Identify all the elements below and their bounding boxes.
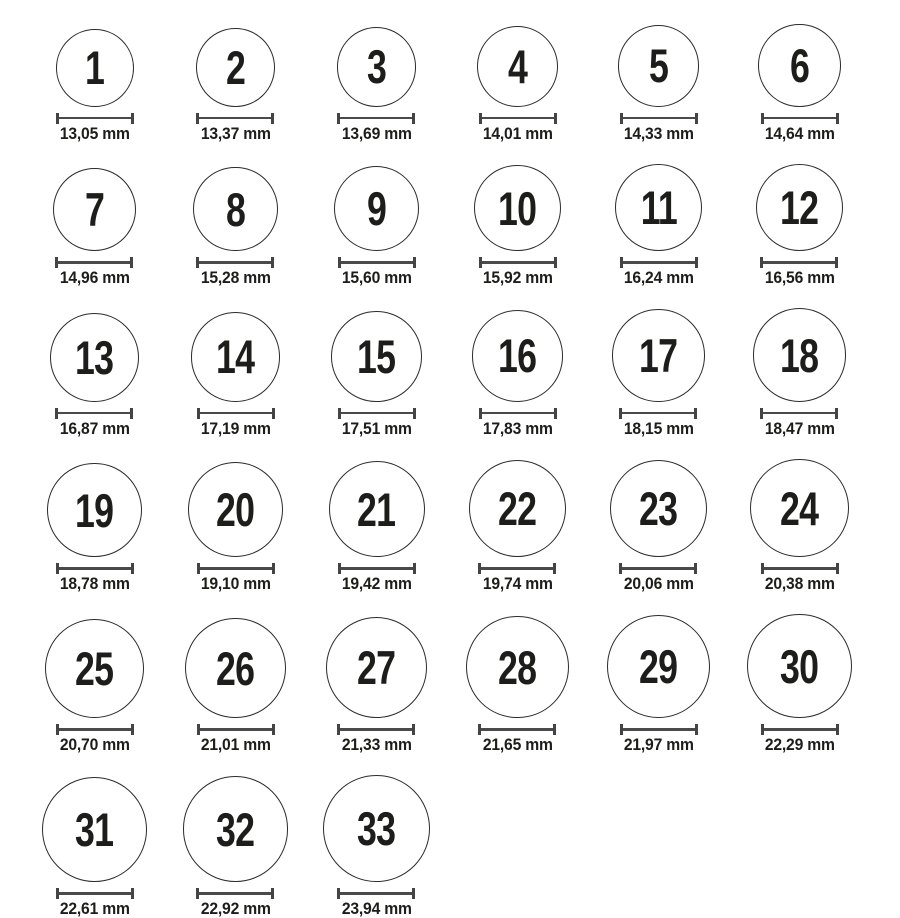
size-number: 7 — [84, 183, 105, 237]
diameter-label: 23,94 mm — [341, 900, 412, 918]
diameter-measure-bar — [479, 257, 557, 268]
diameter-label: 21,01 mm — [200, 736, 271, 755]
diameter-measure-bar — [338, 257, 416, 268]
diameter-label: 16,24 mm — [623, 269, 694, 288]
size-circle — [469, 460, 566, 557]
ring-size-item — [56, 29, 134, 143]
ring-size-item — [750, 459, 849, 594]
size-circle — [466, 616, 568, 718]
ring-size-item — [469, 460, 566, 593]
size-circle — [185, 618, 286, 719]
diameter-measure-bar — [197, 724, 275, 735]
diameter-label: 13,05 mm — [59, 124, 130, 143]
size-number: 3 — [366, 40, 387, 94]
ring-size-item — [747, 614, 851, 754]
diameter-label: 20,70 mm — [59, 736, 130, 755]
diameter-label: 15,92 mm — [482, 269, 553, 288]
ring-size-item — [753, 308, 846, 437]
size-circle — [331, 311, 422, 402]
ring-size-item — [334, 166, 419, 287]
diameter-label: 19,10 mm — [200, 575, 271, 594]
size-circle — [329, 461, 425, 557]
diameter-measure-bar — [761, 563, 839, 574]
ring-size-item — [196, 28, 275, 143]
size-circle — [750, 459, 849, 558]
diameter-measure-bar — [197, 563, 275, 574]
size-number: 20 — [216, 483, 255, 537]
diameter-label: 22,92 mm — [200, 900, 271, 918]
size-number: 5 — [648, 39, 669, 93]
size-circle — [193, 167, 277, 251]
size-number: 6 — [789, 38, 810, 92]
size-circle — [607, 615, 710, 718]
size-number: 17 — [639, 328, 678, 382]
diameter-measure-bar — [338, 408, 416, 419]
diameter-label: 18,47 mm — [764, 419, 835, 438]
diameter-label: 18,15 mm — [623, 419, 694, 438]
diameter-measure-bar — [620, 113, 698, 124]
size-number: 28 — [498, 640, 537, 694]
diameter-measure-bar — [55, 408, 133, 419]
ring-size-item — [183, 776, 289, 918]
diameter-measure-bar — [479, 408, 557, 419]
ring-size-item — [756, 164, 844, 288]
diameter-label: 15,28 mm — [200, 269, 271, 288]
diameter-label: 19,42 mm — [341, 575, 412, 594]
size-circle — [326, 617, 427, 718]
diameter-measure-bar — [196, 257, 274, 268]
diameter-label: 18,78 mm — [59, 575, 130, 594]
diameter-measure-bar — [619, 563, 697, 574]
ring-size-item — [47, 463, 141, 593]
size-number: 11 — [640, 181, 677, 235]
size-circle — [747, 614, 851, 718]
diameter-label: 14,01 mm — [482, 124, 553, 143]
diameter-label: 16,56 mm — [764, 269, 835, 288]
diameter-measure-bar — [761, 724, 839, 735]
size-circle — [183, 776, 289, 882]
diameter-measure-bar — [338, 563, 416, 574]
size-circle — [50, 313, 139, 402]
size-number: 33 — [357, 802, 396, 856]
diameter-measure-bar — [478, 724, 556, 735]
size-circle — [756, 164, 844, 252]
ring-size-item — [466, 616, 568, 754]
ring-size-item — [45, 619, 145, 755]
size-number: 16 — [498, 329, 537, 383]
size-number: 4 — [507, 39, 528, 93]
ring-size-item — [323, 775, 430, 918]
ring-size-item — [191, 312, 281, 438]
ring-size-item — [188, 462, 283, 593]
diameter-label: 20,38 mm — [764, 575, 835, 594]
diameter-label: 17,83 mm — [482, 419, 553, 438]
size-number: 18 — [780, 328, 819, 382]
diameter-label: 20,06 mm — [623, 575, 694, 594]
size-number: 13 — [75, 330, 114, 384]
diameter-measure-bar — [760, 408, 838, 419]
diameter-label: 19,74 mm — [482, 575, 553, 594]
size-number: 19 — [75, 483, 114, 537]
size-circle — [615, 164, 702, 251]
diameter-label: 22,29 mm — [764, 736, 835, 755]
size-circle — [612, 309, 704, 401]
size-circle — [477, 26, 558, 107]
diameter-measure-bar — [620, 724, 698, 735]
size-number: 27 — [357, 641, 396, 695]
size-circle — [334, 166, 419, 251]
size-number: 14 — [216, 330, 255, 384]
size-number: 32 — [216, 802, 255, 856]
diameter-label: 17,51 mm — [341, 419, 412, 438]
diameter-measure-bar — [56, 888, 134, 899]
diameter-measure-bar — [337, 888, 415, 899]
size-number: 30 — [780, 639, 819, 693]
diameter-label: 21,97 mm — [623, 736, 694, 755]
size-circle — [42, 777, 147, 882]
size-number: 29 — [639, 640, 678, 694]
diameter-label: 16,87 mm — [59, 419, 130, 438]
ring-size-item — [758, 24, 841, 143]
ring-size-item — [53, 168, 136, 287]
diameter-measure-bar — [196, 113, 274, 124]
ring-size-item — [326, 617, 427, 754]
size-circle — [337, 27, 417, 107]
ring-size-item — [607, 615, 710, 754]
size-circle — [196, 28, 275, 107]
size-circle — [47, 463, 141, 557]
diameter-measure-bar — [761, 113, 839, 124]
diameter-label: 22,61 mm — [59, 900, 130, 918]
size-circle — [753, 308, 846, 401]
ring-size-item — [612, 309, 704, 437]
diameter-measure-bar — [620, 257, 698, 268]
diameter-label: 14,96 mm — [59, 269, 130, 288]
size-number: 21 — [357, 482, 396, 536]
size-circle — [323, 775, 430, 882]
diameter-measure-bar — [55, 257, 133, 268]
ring-size-item — [185, 618, 286, 755]
size-number: 25 — [75, 642, 114, 696]
size-circle — [474, 165, 560, 251]
size-circle — [610, 460, 708, 558]
size-circle — [188, 462, 283, 557]
size-circle — [472, 310, 564, 402]
ring-size-item — [331, 311, 422, 438]
size-number: 22 — [498, 482, 537, 536]
size-number: 12 — [780, 180, 819, 234]
size-circle — [45, 619, 145, 719]
diameter-label: 21,33 mm — [341, 736, 412, 755]
diameter-label: 14,64 mm — [764, 124, 835, 143]
ring-size-item — [42, 777, 147, 918]
diameter-measure-bar — [478, 563, 556, 574]
size-circle — [618, 25, 700, 107]
ring-size-item — [474, 165, 560, 287]
size-circle — [758, 24, 841, 107]
ring-size-item — [337, 27, 417, 143]
diameter-measure-bar — [479, 113, 557, 124]
diameter-label: 15,60 mm — [341, 269, 412, 288]
ring-size-item — [477, 26, 558, 143]
size-number: 31 — [75, 803, 114, 857]
size-number: 1 — [84, 41, 105, 94]
diameter-measure-bar — [337, 113, 415, 124]
ring-size-item — [615, 164, 702, 287]
diameter-measure-bar — [196, 888, 274, 899]
diameter-label: 17,19 mm — [200, 419, 271, 438]
diameter-measure-bar — [337, 724, 415, 735]
size-number: 8 — [225, 182, 246, 236]
size-number: 15 — [357, 329, 396, 383]
diameter-measure-bar — [56, 724, 134, 735]
size-circle — [53, 168, 136, 251]
ring-size-item — [618, 25, 700, 143]
size-number: 2 — [225, 40, 246, 94]
diameter-label: 13,37 mm — [200, 124, 271, 143]
diameter-measure-bar — [56, 113, 134, 124]
diameter-label: 13,69 mm — [341, 124, 412, 143]
diameter-label: 14,33 mm — [623, 124, 694, 143]
ring-size-item — [610, 460, 708, 594]
size-number: 26 — [216, 641, 255, 695]
ring-size-item — [472, 310, 564, 438]
size-number: 9 — [366, 182, 387, 236]
size-circle — [191, 312, 281, 402]
diameter-measure-bar — [619, 408, 697, 419]
diameter-measure-bar — [56, 563, 134, 574]
diameter-measure-bar — [760, 257, 838, 268]
size-number: 24 — [780, 481, 819, 535]
diameter-measure-bar — [197, 408, 275, 419]
ring-size-item — [50, 313, 139, 438]
size-circle — [56, 29, 134, 107]
size-number: 23 — [639, 481, 678, 535]
size-number: 10 — [498, 181, 537, 235]
ring-size-item — [193, 167, 277, 287]
diameter-label: 21,65 mm — [482, 736, 553, 755]
ring-size-item — [329, 461, 425, 593]
